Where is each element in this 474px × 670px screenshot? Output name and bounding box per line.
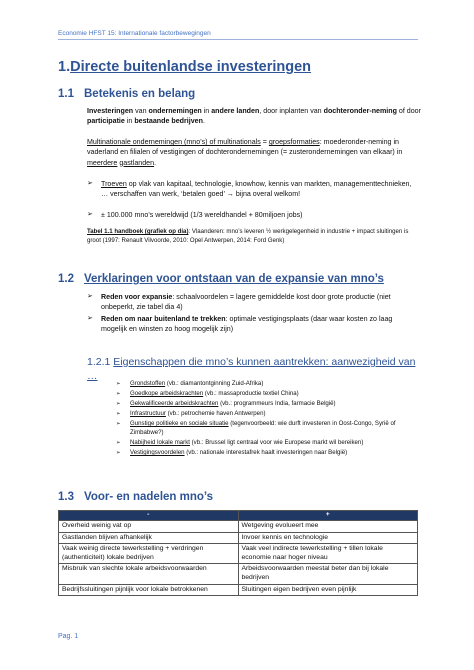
pros-cons-table [58, 510, 418, 596]
arrow-bullet-icon: ➢ [116, 421, 121, 427]
table-cell: Invoer kennis en technologie [238, 532, 418, 544]
arrow-bullet-icon: ➢ [87, 180, 93, 187]
table-cell: Overheid weinig vat op [59, 521, 239, 533]
list-item: ➢ Gekwalificeerde arbeidskrachten (vb.: programmeurs India, farmacie België) [116, 400, 336, 407]
table-cell: Gastlanden blijven afhankelijk [59, 532, 239, 544]
list-item: ➢ Infrastructuur (vb.: petrochemie haven Antwerpen) [116, 410, 266, 417]
table-note: Tabel 1.1 handboek (grafiek op dia): Vlaanderen: mno’s leveren ½ werkgelegenheid in industrie + impact sluitingen is groot (1997: Renault Vilvoorde, 2010: Opel Antwerpen, 2014: Ford Genk) [87, 228, 409, 244]
table-row [59, 521, 418, 533]
list-item: ➢ Vestigingsvoordelen (vb.: nationale interestafrek haalt investeringen naar België) [116, 449, 348, 456]
list-item: ➢ Reden voor expansie: schaalvoordelen = lagere gemiddelde kost door grote productie (niet onbeperkt, zie tabel dia 4) [87, 293, 391, 312]
list-item: ➢ Goedkope arbeidskrachten (vb.: massaproductie textiel China) [116, 390, 299, 397]
page-number: Pag. 1 [58, 633, 79, 640]
paragraph-investeringen: Investeringen van ondernemingen in andere landen, door inplanten van dochteronder-neming of door participatie in bestaande bedrijven. [87, 107, 421, 126]
heading-1-1: 1.1 Betekenis en belang [58, 88, 196, 100]
table-header-plus: + [238, 511, 418, 521]
arrow-bullet-icon: ➢ [116, 440, 121, 446]
table-header-minus: - [59, 511, 239, 521]
arrow-bullet-icon: ➢ [87, 293, 93, 300]
heading-1-title: Directe buitenlandse investeringen [70, 59, 312, 75]
list-item: ➢ Nabijheid lokale markt (vb.: Brussel ligt centraal voor wie Europese markt wil bereiken) [116, 439, 364, 446]
arrow-bullet-icon: ➢ [116, 450, 121, 456]
page-header: Economie HFST 15: Internationale factorbewegingen [58, 30, 211, 37]
heading-1-2-1: 1.2.1 Eigenschappen die mno’s kunnen aantrekken: aanwezigheid van … [87, 356, 416, 382]
arrow-bullet-icon: ➢ [116, 411, 121, 417]
heading-1-3: 1.3 Voor- en nadelen mno’s [58, 491, 214, 503]
table-cell: Misbruik van slechte lokale arbeidsvoorwaarden [59, 564, 239, 584]
arrow-bullet-icon: ➢ [87, 211, 93, 218]
table-row [59, 532, 418, 544]
arrow-bullet-icon: ➢ [116, 391, 121, 397]
list-item: ➢ Grondstoffen (vb.: diamantontginning Zuid-Afrika) [116, 380, 264, 387]
list-item: ➢ Reden om naar buitenland te trekken: optimale vestigingsplaats (daar waar kosten zo laag mogelijk en winsten zo hoog mogelijk zijn) [87, 315, 393, 334]
arrow-bullet-icon: ➢ [116, 381, 121, 387]
table-row [59, 564, 418, 584]
table-cell: Wetgeving evolueert mee [238, 521, 418, 533]
table-cell: Vaak weinig directe tewerkstelling + verdringen (authenticiteit) lokale bedrijven [59, 544, 239, 564]
arrow-bullet-icon: ➢ [116, 401, 121, 407]
table-row [59, 544, 418, 564]
paragraph-multinationals: Multinationale ondernemingen (mno’s) of multinationals = groepsformaties: moederonder-neming in vaderland en filialen of vestigingen of dochterondernemingen (= zusterondernemingen van elkaar) in meerdere gastlanden. [87, 138, 403, 167]
table-cell: Sluitingen eigen bedrijven even pijnlijk [238, 584, 418, 596]
list-item: ➢ Gunstige politieke en sociale situatie (tegenvoorbeeld: wie durft investeren in Oost-Congo, Syrië of Zimbabwe?) [116, 420, 396, 436]
heading-1-number: 1. [58, 59, 71, 75]
table-cell: Arbeidsvoorwaarden meestal beter dan bij lokale bedrijven [238, 564, 418, 584]
arrow-bullet-icon: ➢ [87, 315, 93, 322]
table-row [59, 584, 418, 596]
heading-1 [58, 59, 311, 75]
header-divider [58, 39, 418, 40]
table-cell: Vaak veel indirecte tewerkstelling + tillen lokale economie naar hoger niveau [238, 544, 418, 564]
table-cell: Bedrijfssluitingen pijnlijk voor lokale betrokkenen [59, 584, 239, 596]
heading-1-2: 1.2 Verklaringen voor ontstaan van de expansie van mno’s [58, 273, 384, 285]
list-item: ➢ ± 100.000 mno’s wereldwijd (1/3 wereldhandel + 80miljoen jobs) [87, 211, 303, 219]
list-item: ➢ Troeven op vlak van kapitaal, technologie, knowhow, kennis van markten, managementtechnieken, … verschaffen van werk, ‘betalen goed’ → bijna overal welkom! [87, 180, 412, 199]
